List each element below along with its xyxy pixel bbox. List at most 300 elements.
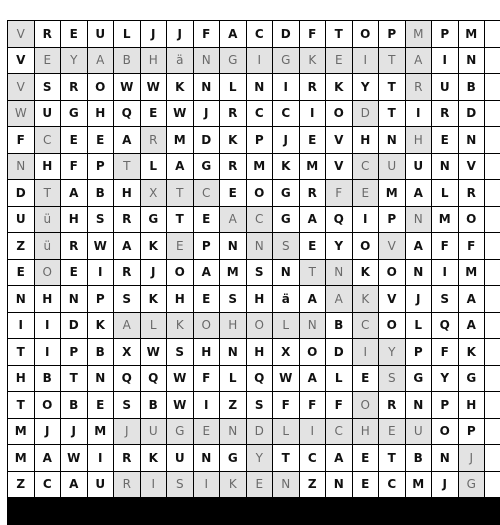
grid-cell[interactable]: Q <box>326 207 352 233</box>
grid-cell[interactable]: S <box>114 286 140 312</box>
grid-cell[interactable]: M <box>220 260 246 286</box>
grid-cell[interactable]: N <box>194 48 220 74</box>
grid-cell[interactable]: Y <box>379 339 405 365</box>
grid-cell[interactable]: T <box>167 180 193 206</box>
grid-cell[interactable]: T <box>379 74 405 100</box>
grid-cell[interactable]: F <box>432 339 458 365</box>
grid-cell[interactable]: V <box>326 127 352 153</box>
grid-cell[interactable]: D <box>194 127 220 153</box>
grid-cell[interactable]: I <box>273 74 299 100</box>
grid-cell[interactable]: H <box>88 101 114 127</box>
grid-cell[interactable]: O <box>247 313 273 339</box>
grid-cell[interactable]: K <box>300 48 326 74</box>
grid-cell[interactable]: R <box>114 207 140 233</box>
grid-cell[interactable]: A <box>459 313 485 339</box>
grid-cell[interactable]: E <box>326 48 352 74</box>
grid-cell[interactable]: B <box>406 445 432 471</box>
grid-cell[interactable]: E <box>61 127 87 153</box>
grid-cell[interactable]: K <box>141 286 167 312</box>
grid-cell[interactable]: H <box>167 286 193 312</box>
grid-cell[interactable] <box>485 127 500 153</box>
grid-cell[interactable]: Y <box>247 445 273 471</box>
grid-cell[interactable]: L <box>326 366 352 392</box>
grid-cell[interactable] <box>485 445 500 471</box>
grid-cell[interactable]: L <box>141 313 167 339</box>
grid-cell[interactable] <box>485 207 500 233</box>
grid-cell[interactable]: V <box>379 233 405 259</box>
grid-cell[interactable] <box>485 48 500 74</box>
grid-cell[interactable]: E <box>194 286 220 312</box>
grid-cell[interactable]: W <box>273 366 299 392</box>
grid-cell[interactable]: R <box>114 260 140 286</box>
grid-cell[interactable]: B <box>88 339 114 365</box>
grid-cell[interactable]: M <box>88 419 114 445</box>
grid-cell[interactable]: F <box>300 392 326 418</box>
grid-cell[interactable]: E <box>35 48 61 74</box>
grid-cell[interactable]: G <box>220 445 246 471</box>
grid-cell[interactable] <box>485 233 500 259</box>
grid-cell[interactable]: C <box>35 472 61 498</box>
grid-cell[interactable]: F <box>326 392 352 418</box>
grid-cell[interactable]: E <box>353 366 379 392</box>
grid-cell[interactable]: E <box>8 260 34 286</box>
grid-cell[interactable]: P <box>379 207 405 233</box>
grid-cell[interactable]: ä <box>167 48 193 74</box>
grid-cell[interactable]: U <box>432 74 458 100</box>
grid-cell[interactable]: R <box>406 74 432 100</box>
grid-cell[interactable]: G <box>194 154 220 180</box>
grid-cell[interactable]: I <box>8 313 34 339</box>
grid-cell[interactable]: B <box>141 392 167 418</box>
grid-cell[interactable]: U <box>88 21 114 47</box>
grid-cell[interactable]: Z <box>300 472 326 498</box>
grid-cell[interactable]: O <box>300 339 326 365</box>
grid-cell[interactable]: H <box>459 392 485 418</box>
grid-cell[interactable]: Z <box>8 233 34 259</box>
grid-cell[interactable]: P <box>247 127 273 153</box>
grid-cell[interactable]: W <box>167 366 193 392</box>
grid-cell[interactable]: E <box>353 445 379 471</box>
grid-cell[interactable]: V <box>8 21 34 47</box>
grid-cell[interactable]: H <box>141 48 167 74</box>
grid-cell[interactable]: N <box>8 286 34 312</box>
grid-cell[interactable]: W <box>8 101 34 127</box>
grid-cell[interactable]: U <box>379 154 405 180</box>
grid-cell[interactable]: F <box>432 233 458 259</box>
grid-cell[interactable]: H <box>247 286 273 312</box>
grid-cell[interactable]: H <box>8 366 34 392</box>
grid-cell[interactable]: I <box>432 48 458 74</box>
grid-cell[interactable]: S <box>247 260 273 286</box>
grid-cell[interactable]: Q <box>247 366 273 392</box>
grid-cell[interactable]: D <box>459 101 485 127</box>
grid-cell[interactable]: S <box>114 392 140 418</box>
grid-cell[interactable]: C <box>326 419 352 445</box>
grid-cell[interactable]: N <box>406 392 432 418</box>
grid-cell[interactable]: ä <box>273 286 299 312</box>
grid-cell[interactable]: I <box>194 472 220 498</box>
grid-cell[interactable]: V <box>326 154 352 180</box>
grid-cell[interactable]: A <box>406 180 432 206</box>
grid-cell[interactable]: X <box>141 180 167 206</box>
grid-cell[interactable]: A <box>194 260 220 286</box>
grid-cell[interactable]: W <box>167 392 193 418</box>
grid-cell[interactable]: A <box>459 286 485 312</box>
grid-cell[interactable]: R <box>220 154 246 180</box>
grid-cell[interactable]: X <box>273 339 299 365</box>
grid-cell[interactable]: I <box>194 392 220 418</box>
grid-cell[interactable]: L <box>273 419 299 445</box>
grid-cell[interactable]: I <box>432 260 458 286</box>
grid-cell[interactable]: A <box>61 472 87 498</box>
grid-cell[interactable]: ü <box>35 233 61 259</box>
grid-cell[interactable]: T <box>167 207 193 233</box>
grid-cell[interactable]: P <box>432 21 458 47</box>
grid-cell[interactable] <box>485 154 500 180</box>
grid-cell[interactable]: A <box>300 207 326 233</box>
grid-cell[interactable]: H <box>61 207 87 233</box>
grid-cell[interactable]: O <box>88 74 114 100</box>
grid-cell[interactable]: E <box>167 233 193 259</box>
grid-cell[interactable] <box>485 101 500 127</box>
grid-cell[interactable]: H <box>406 127 432 153</box>
grid-cell[interactable]: P <box>61 339 87 365</box>
grid-cell[interactable]: W <box>114 74 140 100</box>
grid-cell[interactable]: N <box>220 419 246 445</box>
grid-cell[interactable]: M <box>406 21 432 47</box>
grid-cell[interactable]: T <box>379 101 405 127</box>
grid-cell[interactable]: N <box>220 339 246 365</box>
grid-cell[interactable]: N <box>406 260 432 286</box>
grid-cell[interactable] <box>485 392 500 418</box>
grid-cell[interactable] <box>485 366 500 392</box>
grid-cell[interactable]: H <box>353 127 379 153</box>
grid-cell[interactable]: M <box>432 207 458 233</box>
grid-cell[interactable]: U <box>88 472 114 498</box>
grid-cell[interactable]: A <box>406 233 432 259</box>
grid-cell[interactable]: A <box>114 313 140 339</box>
grid-cell[interactable]: I <box>35 313 61 339</box>
grid-cell[interactable]: P <box>406 339 432 365</box>
grid-cell[interactable]: A <box>114 233 140 259</box>
grid-cell[interactable]: N <box>432 445 458 471</box>
grid-cell[interactable]: I <box>247 48 273 74</box>
grid-cell[interactable]: F <box>300 21 326 47</box>
grid-cell[interactable]: W <box>141 339 167 365</box>
grid-cell[interactable] <box>485 472 500 498</box>
grid-cell[interactable]: A <box>300 286 326 312</box>
grid-cell[interactable]: G <box>61 101 87 127</box>
grid-cell[interactable]: D <box>8 180 34 206</box>
grid-cell[interactable]: C <box>247 207 273 233</box>
grid-cell[interactable]: O <box>167 260 193 286</box>
grid-cell[interactable]: R <box>61 233 87 259</box>
grid-cell[interactable]: T <box>61 366 87 392</box>
grid-cell[interactable]: J <box>194 101 220 127</box>
grid-cell[interactable]: F <box>273 392 299 418</box>
grid-cell[interactable]: B <box>459 74 485 100</box>
grid-cell[interactable]: E <box>353 180 379 206</box>
grid-cell[interactable]: L <box>432 180 458 206</box>
grid-cell[interactable]: Q <box>141 366 167 392</box>
grid-cell[interactable]: M <box>459 21 485 47</box>
grid-cell[interactable]: F <box>8 127 34 153</box>
grid-cell[interactable]: B <box>35 366 61 392</box>
grid-cell[interactable]: N <box>326 472 352 498</box>
grid-cell[interactable]: M <box>247 154 273 180</box>
grid-cell[interactable]: H <box>220 313 246 339</box>
grid-cell[interactable]: S <box>220 286 246 312</box>
grid-cell[interactable]: W <box>141 74 167 100</box>
grid-cell[interactable]: G <box>167 419 193 445</box>
grid-cell[interactable]: H <box>194 339 220 365</box>
grid-cell[interactable]: C <box>273 101 299 127</box>
grid-cell[interactable]: D <box>247 419 273 445</box>
grid-cell[interactable]: P <box>459 419 485 445</box>
grid-cell[interactable]: T <box>114 154 140 180</box>
grid-cell[interactable]: E <box>194 419 220 445</box>
grid-cell[interactable]: U <box>35 101 61 127</box>
grid-cell[interactable]: K <box>459 339 485 365</box>
grid-cell[interactable]: U <box>406 419 432 445</box>
grid-cell[interactable] <box>485 339 500 365</box>
grid-cell[interactable]: O <box>326 101 352 127</box>
grid-cell[interactable]: K <box>88 313 114 339</box>
grid-cell[interactable]: U <box>8 207 34 233</box>
grid-cell[interactable]: O <box>353 392 379 418</box>
grid-cell[interactable]: B <box>61 392 87 418</box>
grid-cell[interactable]: E <box>247 472 273 498</box>
grid-cell[interactable]: N <box>379 127 405 153</box>
grid-cell[interactable]: A <box>35 445 61 471</box>
grid-cell[interactable]: E <box>300 127 326 153</box>
grid-cell[interactable]: N <box>406 207 432 233</box>
grid-cell[interactable]: C <box>379 472 405 498</box>
grid-cell[interactable]: Z <box>220 392 246 418</box>
grid-cell[interactable]: A <box>167 154 193 180</box>
grid-cell[interactable]: E <box>432 127 458 153</box>
grid-cell[interactable]: L <box>220 366 246 392</box>
grid-cell[interactable]: A <box>61 180 87 206</box>
grid-cell[interactable]: S <box>88 207 114 233</box>
grid-cell[interactable]: I <box>88 445 114 471</box>
grid-cell[interactable]: O <box>35 260 61 286</box>
grid-cell[interactable]: I <box>406 101 432 127</box>
grid-cell[interactable]: C <box>300 445 326 471</box>
grid-cell[interactable]: Q <box>114 101 140 127</box>
grid-cell[interactable]: E <box>300 233 326 259</box>
grid-cell[interactable]: I <box>141 472 167 498</box>
grid-cell[interactable]: K <box>353 286 379 312</box>
grid-cell[interactable]: N <box>8 154 34 180</box>
grid-cell[interactable]: J <box>35 419 61 445</box>
grid-cell[interactable]: G <box>220 48 246 74</box>
grid-cell[interactable]: M <box>300 154 326 180</box>
grid-cell[interactable]: C <box>194 180 220 206</box>
grid-cell[interactable]: F <box>61 154 87 180</box>
grid-cell[interactable]: W <box>167 101 193 127</box>
grid-cell[interactable]: S <box>247 392 273 418</box>
grid-cell[interactable]: O <box>194 313 220 339</box>
grid-cell[interactable]: N <box>459 127 485 153</box>
grid-cell[interactable]: A <box>326 445 352 471</box>
grid-cell[interactable]: B <box>88 180 114 206</box>
grid-cell[interactable]: J <box>167 21 193 47</box>
grid-cell[interactable]: E <box>379 419 405 445</box>
grid-cell[interactable]: D <box>353 101 379 127</box>
grid-cell[interactable]: N <box>326 260 352 286</box>
grid-cell[interactable]: D <box>273 21 299 47</box>
grid-cell[interactable]: R <box>300 74 326 100</box>
grid-cell[interactable]: P <box>379 21 405 47</box>
grid-cell[interactable]: K <box>141 445 167 471</box>
grid-cell[interactable] <box>485 180 500 206</box>
grid-cell[interactable]: O <box>247 180 273 206</box>
grid-cell[interactable]: A <box>406 48 432 74</box>
grid-cell[interactable]: V <box>459 154 485 180</box>
grid-cell[interactable]: R <box>379 392 405 418</box>
grid-cell[interactable]: C <box>353 154 379 180</box>
grid-cell[interactable]: S <box>167 339 193 365</box>
grid-cell[interactable]: K <box>167 74 193 100</box>
grid-cell[interactable]: I <box>88 260 114 286</box>
grid-cell[interactable]: O <box>353 21 379 47</box>
grid-cell[interactable] <box>485 260 500 286</box>
grid-cell[interactable]: I <box>300 419 326 445</box>
grid-cell[interactable]: T <box>326 21 352 47</box>
grid-cell[interactable]: L <box>114 21 140 47</box>
grid-cell[interactable]: R <box>35 21 61 47</box>
grid-cell[interactable]: B <box>114 48 140 74</box>
grid-cell[interactable]: L <box>141 154 167 180</box>
grid-cell[interactable]: L <box>273 313 299 339</box>
grid-cell[interactable] <box>485 313 500 339</box>
grid-cell[interactable]: I <box>353 339 379 365</box>
grid-cell[interactable]: J <box>273 127 299 153</box>
grid-cell[interactable]: P <box>194 233 220 259</box>
grid-cell[interactable]: I <box>35 339 61 365</box>
grid-cell[interactable]: G <box>273 48 299 74</box>
grid-cell[interactable]: Y <box>326 233 352 259</box>
grid-cell[interactable]: S <box>273 233 299 259</box>
grid-cell[interactable]: E <box>141 101 167 127</box>
grid-cell[interactable]: O <box>432 419 458 445</box>
grid-cell[interactable]: O <box>353 233 379 259</box>
grid-cell[interactable]: T <box>273 445 299 471</box>
grid-cell[interactable]: B <box>326 313 352 339</box>
grid-cell[interactable]: E <box>194 207 220 233</box>
grid-cell[interactable]: N <box>273 260 299 286</box>
grid-cell[interactable]: O <box>459 207 485 233</box>
grid-cell[interactable]: O <box>379 260 405 286</box>
grid-cell[interactable]: I <box>353 207 379 233</box>
grid-cell[interactable]: R <box>141 127 167 153</box>
grid-cell[interactable]: T <box>8 392 34 418</box>
grid-cell[interactable]: P <box>88 286 114 312</box>
grid-cell[interactable]: C <box>35 127 61 153</box>
grid-cell[interactable]: H <box>35 154 61 180</box>
grid-cell[interactable]: O <box>35 392 61 418</box>
grid-cell[interactable]: N <box>88 366 114 392</box>
grid-cell[interactable]: R <box>300 180 326 206</box>
grid-cell[interactable]: T <box>379 48 405 74</box>
grid-cell[interactable]: L <box>220 74 246 100</box>
grid-cell[interactable]: C <box>247 21 273 47</box>
grid-cell[interactable]: K <box>353 260 379 286</box>
grid-cell[interactable]: M <box>406 472 432 498</box>
grid-cell[interactable]: K <box>167 313 193 339</box>
grid-cell[interactable]: C <box>353 313 379 339</box>
grid-cell[interactable]: G <box>273 180 299 206</box>
grid-cell[interactable] <box>485 21 500 47</box>
grid-cell[interactable]: N <box>194 74 220 100</box>
grid-cell[interactable]: K <box>273 154 299 180</box>
grid-cell[interactable]: G <box>459 366 485 392</box>
grid-cell[interactable]: A <box>114 127 140 153</box>
grid-cell[interactable]: G <box>273 207 299 233</box>
grid-cell[interactable]: Z <box>8 472 34 498</box>
grid-cell[interactable]: P <box>432 392 458 418</box>
grid-cell[interactable]: K <box>220 127 246 153</box>
grid-cell[interactable]: T <box>379 445 405 471</box>
grid-cell[interactable]: R <box>114 445 140 471</box>
grid-cell[interactable]: S <box>432 286 458 312</box>
grid-cell[interactable]: E <box>353 472 379 498</box>
grid-cell[interactable]: J <box>61 419 87 445</box>
grid-cell[interactable]: A <box>88 48 114 74</box>
grid-cell[interactable]: N <box>220 233 246 259</box>
grid-cell[interactable]: D <box>326 339 352 365</box>
grid-cell[interactable]: K <box>141 233 167 259</box>
grid-cell[interactable]: M <box>167 127 193 153</box>
grid-cell[interactable]: J <box>406 286 432 312</box>
grid-cell[interactable]: U <box>406 154 432 180</box>
grid-cell[interactable]: ü <box>35 207 61 233</box>
grid-cell[interactable]: M <box>379 180 405 206</box>
grid-cell[interactable]: L <box>406 313 432 339</box>
grid-cell[interactable]: Y <box>432 366 458 392</box>
grid-cell[interactable] <box>485 74 500 100</box>
grid-cell[interactable]: Q <box>432 313 458 339</box>
grid-cell[interactable]: F <box>459 233 485 259</box>
grid-cell[interactable]: T <box>300 260 326 286</box>
grid-cell[interactable]: T <box>35 180 61 206</box>
grid-cell[interactable]: X <box>114 339 140 365</box>
grid-cell[interactable]: N <box>194 445 220 471</box>
grid-cell[interactable]: I <box>300 101 326 127</box>
grid-cell[interactable]: W <box>61 445 87 471</box>
grid-cell[interactable]: I <box>353 48 379 74</box>
grid-cell[interactable]: M <box>8 445 34 471</box>
grid-cell[interactable]: R <box>432 101 458 127</box>
grid-cell[interactable]: A <box>220 21 246 47</box>
grid-cell[interactable]: A <box>326 286 352 312</box>
grid-cell[interactable]: N <box>273 472 299 498</box>
grid-cell[interactable] <box>485 286 500 312</box>
grid-cell[interactable]: F <box>326 180 352 206</box>
grid-cell[interactable]: H <box>353 419 379 445</box>
grid-cell[interactable]: U <box>167 445 193 471</box>
grid-cell[interactable]: N <box>247 233 273 259</box>
grid-cell[interactable]: G <box>406 366 432 392</box>
grid-cell[interactable]: K <box>220 472 246 498</box>
grid-cell[interactable]: E <box>220 180 246 206</box>
grid-cell[interactable]: N <box>300 313 326 339</box>
grid-cell[interactable]: C <box>247 101 273 127</box>
grid-cell[interactable]: P <box>88 154 114 180</box>
grid-cell[interactable]: E <box>88 392 114 418</box>
grid-cell[interactable]: W <box>88 233 114 259</box>
